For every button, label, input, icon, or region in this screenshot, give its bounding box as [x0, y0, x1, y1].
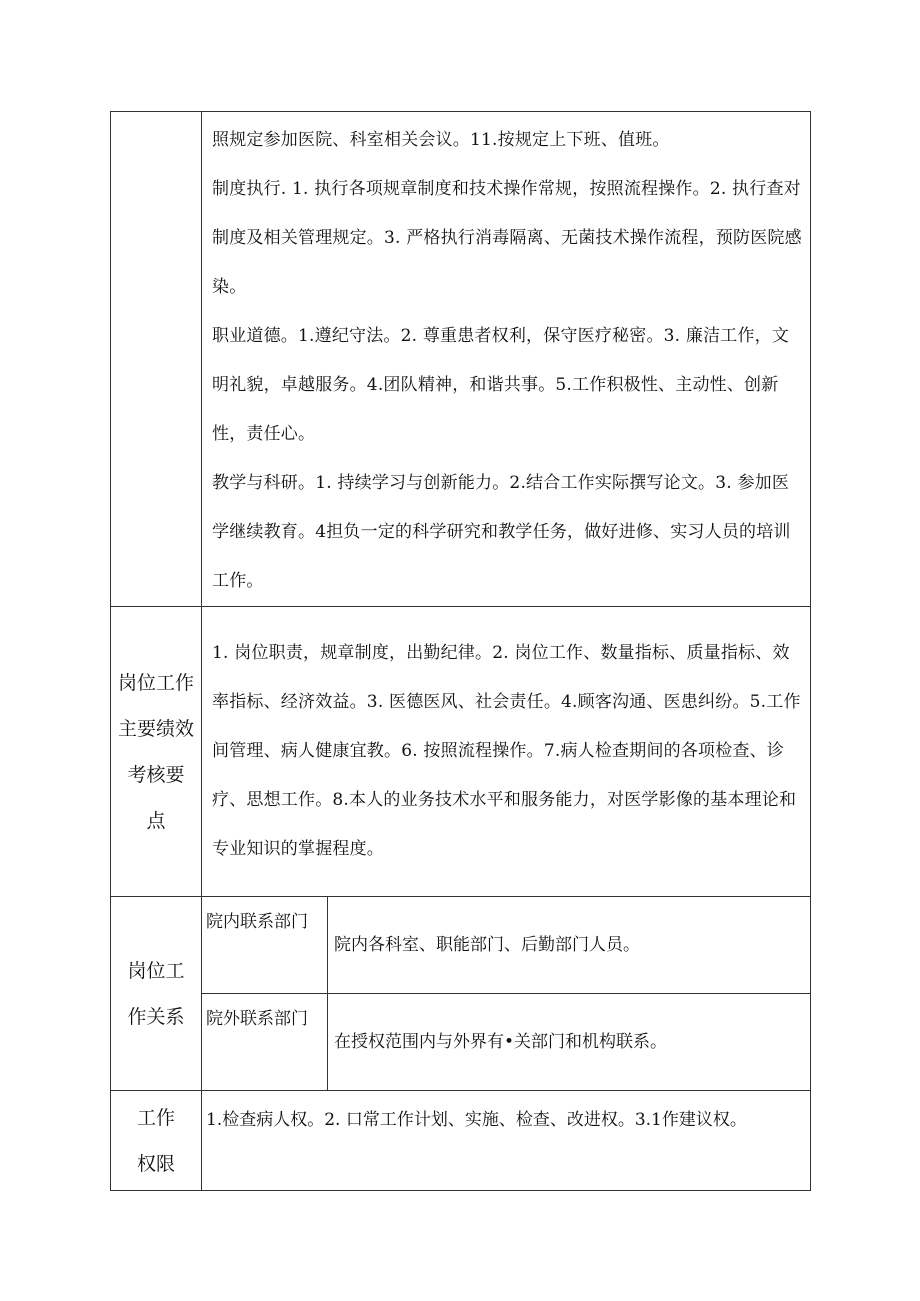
- authority-row: [111, 1091, 811, 1191]
- relations-label-line-1: 岗位工: [127, 959, 185, 982]
- kpi-label-line-3: 考核要: [127, 763, 185, 786]
- authority-label-cell: [111, 1091, 202, 1191]
- kpi-label-cell: [111, 607, 202, 897]
- duties-content-cell: [202, 112, 811, 607]
- kpi-label-line-2: 主要绩效: [117, 717, 194, 740]
- duties-system-execution: 制度执行. 1. 执行各项规章制度和技术操作常规，按照流程操作。2. 执行查对制度及相关管理规定。3. 严格执行消毒隔离、无菌技术操作流程，预防医院感染。: [212, 179, 802, 297]
- kpi-content-cell: 1. 岗位职责，规章制度，出勤纪律。2. 岗位工作、数量指标、质量指标、效率指标、经济效益。3. 医德医风、社会责任。4.顾客沟通、医患纠纷。5.工作间管理、病人健康宜教。6. 按照流程操作。7.病人检查期间的各项检查、诊疗、思想工作。8.本人的业务技术水平和服务能力，对医学影像的基本理论和专业知识的掌握程度。: [202, 607, 811, 897]
- external-contact-label: 院外联系部门: [202, 994, 328, 1091]
- external-contact-value: 在授权范围内与外界有•关部门和机构联系。: [328, 994, 811, 1091]
- kpi-label-line-1: 岗位工作: [117, 671, 194, 694]
- relations-label-line-2: 作关系: [127, 1005, 185, 1028]
- kpi-label-line-4: 点: [146, 809, 166, 832]
- internal-contact-label: 院内联系部门: [202, 897, 328, 994]
- duties-teaching-research: 教学与科研。1. 持续学习与创新能力。2.结合工作实际撰写论文。3. 参加医学继续教育。4担负一定的科学研究和教学任务，做好进修、实习人员的培训工作。: [212, 473, 791, 591]
- duties-label-cell: [111, 112, 202, 607]
- relations-label-cell: [111, 897, 202, 1091]
- internal-contact-value: 院内各科室、职能部门、后勤部门人员。: [328, 897, 811, 994]
- duties-professional-ethics: 职业道德。1.遵纪守法。2. 尊重患者权利，保守医疗秘密。3. 廉洁工作，文明礼貌，卓越服务。4.团队精神，和谐共事。5.工作积极性、主动性、创新性，责任心。: [212, 326, 790, 444]
- authority-label-line-1: 工作: [136, 1106, 175, 1129]
- relations-internal-row: [111, 897, 811, 994]
- job-description-table: [110, 111, 811, 1191]
- authority-content-cell: 1.检查病人权。2. 口常工作计划、实施、检查、改进权。3.1作建议权。: [202, 1091, 811, 1191]
- authority-label-line-2: 权限: [136, 1152, 175, 1175]
- duties-line-meetings: 照规定参加医院、科室相关会议。11.按规定上下班、值班。: [212, 130, 670, 150]
- relations-external-row: [111, 994, 811, 1091]
- kpi-row: [111, 607, 811, 897]
- duties-row: [111, 112, 811, 607]
